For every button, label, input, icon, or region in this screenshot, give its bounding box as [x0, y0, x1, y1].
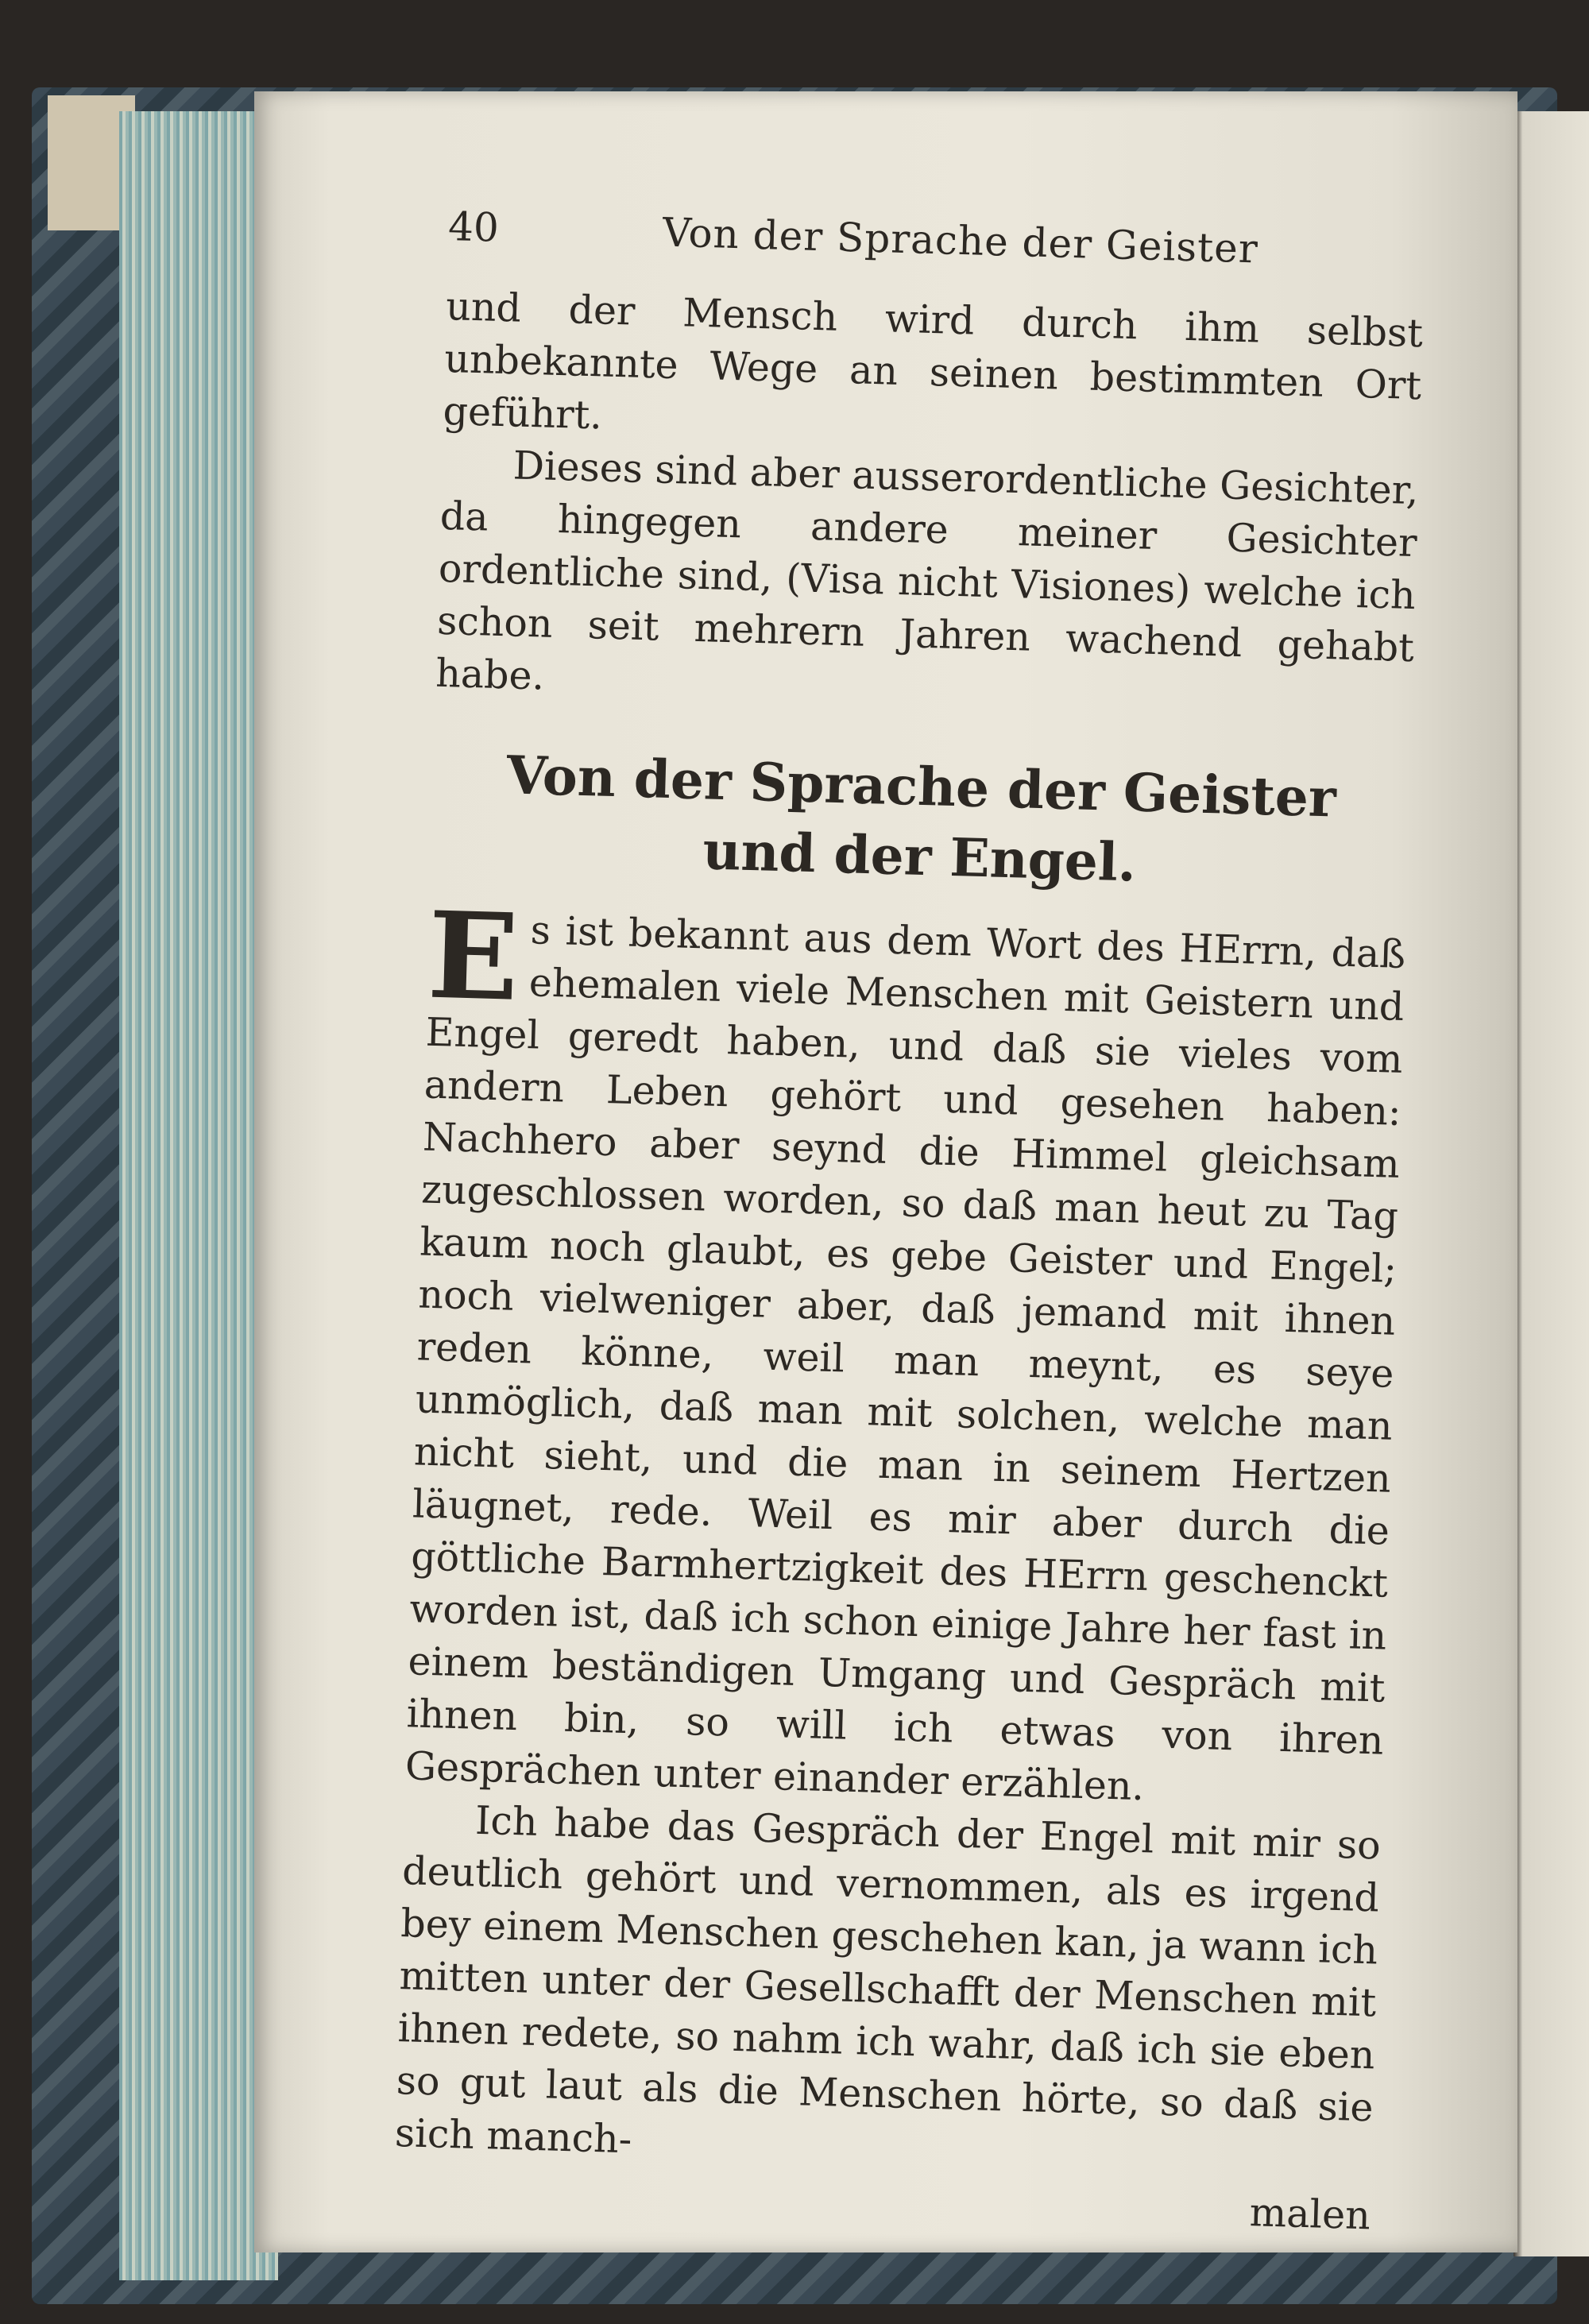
paragraph-1: und der Mensch wird durch ihm selbst unbekannte Wege an seinen bestimmten Ort geführt. [442, 283, 1424, 439]
drop-cap: E [426, 885, 521, 1028]
paragraph-4: Ich habe das Gespräch der Engel mit mir so deutlich gehört und vernommen, als es irgend bey einem Menschen geschehen kan, ja wann ich mitten unter der Gesellschafft der Menschen mit ihnen redete, so nahm ich wahr, daß ich sie eben so gut laut als die Menschen hörte, so daß sie sich manch- [394, 1797, 1382, 2163]
section-heading-line-2: und der Engel. [702, 819, 1137, 894]
running-head: Von der Sprache der Geister [662, 209, 1259, 273]
paragraph-3 [404, 885, 1406, 1820]
paragraph-3-text: s ist bekannt aus dem Wort des HErrn, daß ehemalen viele Menschen mit Geistern und Engel geredt haben, und daß sie vieles vom andern Leben gehört und gesehen haben: Nachhero aber seynd die Himmel gleichsam zugeschlossen worden, so daß man heut zu Tag kaum noch glaubt, es gebe Geister und Engel; noch vielweniger aber, daß jemand mit ihnen reden könne, weil man meynt, es seye unmöglich, daß man mit solchen, welche man nicht sieht, und die man in seinem Hertzen läugnet, rede. Weil es mir aber durch die göttliche Barmhertzigkeit des HErrn geschenckt worden ist, daß ich schon einige Jahre her fast in einem beständigen Umgang und Gespräch mit ihnen bin, so will ich etwas von ihren Gesprächen unter einander erzählen. [404, 907, 1406, 1810]
section-heading [430, 738, 1410, 905]
paragraph-2: Dieses sind aber ausserordentliche Gesichter, da hingegen andere meiner Gesichter ordentliche sind, (Visa nicht Visiones) welche ich schon seit mehrern Jahren wachend gehabt habe. [435, 443, 1420, 699]
catchword: malen [1249, 2190, 1371, 2239]
page-content [394, 203, 1426, 2239]
page-number: 40 [447, 203, 500, 251]
section-heading-line-1: Von der Sprache der Geister [505, 744, 1337, 829]
facing-page-edge [1514, 111, 1589, 2256]
